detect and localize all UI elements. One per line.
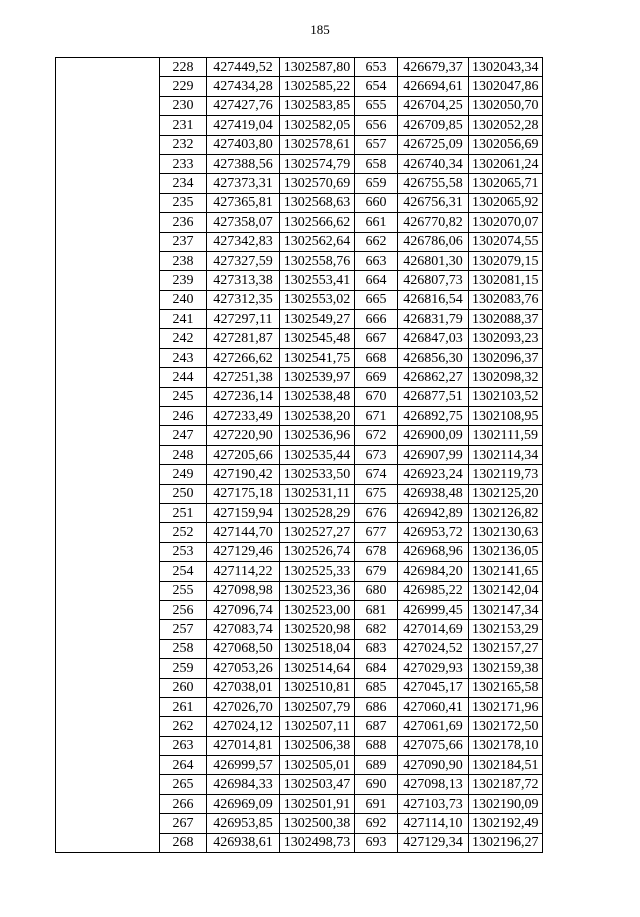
point-number-right: 660 bbox=[355, 193, 398, 212]
x-coordinate-left: 427342,83 bbox=[207, 232, 280, 251]
x-coordinate-right: 426999,45 bbox=[398, 600, 469, 619]
x-coordinate-right: 426725,09 bbox=[398, 135, 469, 154]
y-coordinate-left: 1302553,41 bbox=[280, 271, 355, 290]
x-coordinate-right: 427014,69 bbox=[398, 620, 469, 639]
y-coordinate-right: 1302157,27 bbox=[469, 639, 543, 658]
point-number-left: 267 bbox=[160, 814, 207, 833]
point-number-right: 655 bbox=[355, 96, 398, 115]
coordinates-table bbox=[55, 57, 543, 853]
x-coordinate-left: 427175,18 bbox=[207, 484, 280, 503]
y-coordinate-right: 1302130,63 bbox=[469, 523, 543, 542]
y-coordinate-right: 1302065,71 bbox=[469, 174, 543, 193]
x-coordinate-left: 427365,81 bbox=[207, 193, 280, 212]
x-coordinate-left: 427190,42 bbox=[207, 465, 280, 484]
point-number-right: 659 bbox=[355, 174, 398, 193]
y-coordinate-right: 1302136,05 bbox=[469, 542, 543, 561]
y-coordinate-left: 1302553,02 bbox=[280, 290, 355, 309]
point-number-right: 656 bbox=[355, 116, 398, 135]
x-coordinate-right: 426862,27 bbox=[398, 368, 469, 387]
point-number-left: 255 bbox=[160, 581, 207, 600]
x-coordinate-left: 427266,62 bbox=[207, 348, 280, 367]
y-coordinate-left: 1302523,00 bbox=[280, 600, 355, 619]
y-coordinate-right: 1302196,27 bbox=[469, 833, 543, 852]
x-coordinate-right: 427061,69 bbox=[398, 717, 469, 736]
y-coordinate-right: 1302190,09 bbox=[469, 794, 543, 813]
point-number-right: 693 bbox=[355, 833, 398, 852]
point-number-right: 679 bbox=[355, 562, 398, 581]
x-coordinate-left: 427114,22 bbox=[207, 562, 280, 581]
y-coordinate-right: 1302192,49 bbox=[469, 814, 543, 833]
x-coordinate-left: 427281,87 bbox=[207, 329, 280, 348]
point-number-left: 240 bbox=[160, 290, 207, 309]
y-coordinate-right: 1302079,15 bbox=[469, 251, 543, 270]
x-coordinate-left: 427449,52 bbox=[207, 58, 280, 77]
y-coordinate-right: 1302103,52 bbox=[469, 387, 543, 406]
y-coordinate-left: 1302566,62 bbox=[280, 213, 355, 232]
y-coordinate-right: 1302153,29 bbox=[469, 620, 543, 639]
x-coordinate-left: 427358,07 bbox=[207, 213, 280, 232]
point-number-right: 688 bbox=[355, 736, 398, 755]
x-coordinate-left: 427014,81 bbox=[207, 736, 280, 755]
x-coordinate-right: 426856,30 bbox=[398, 348, 469, 367]
x-coordinate-left: 427312,35 bbox=[207, 290, 280, 309]
y-coordinate-right: 1302088,37 bbox=[469, 310, 543, 329]
y-coordinate-left: 1302568,63 bbox=[280, 193, 355, 212]
x-coordinate-right: 426740,34 bbox=[398, 154, 469, 173]
y-coordinate-left: 1302505,01 bbox=[280, 756, 355, 775]
y-coordinate-left: 1302518,04 bbox=[280, 639, 355, 658]
y-coordinate-left: 1302574,79 bbox=[280, 154, 355, 173]
x-coordinate-left: 427403,80 bbox=[207, 135, 280, 154]
x-coordinate-right: 427090,90 bbox=[398, 756, 469, 775]
y-coordinate-right: 1302047,86 bbox=[469, 77, 543, 96]
point-number-left: 236 bbox=[160, 213, 207, 232]
x-coordinate-left: 427388,56 bbox=[207, 154, 280, 173]
point-number-left: 266 bbox=[160, 794, 207, 813]
y-coordinate-left: 1302507,11 bbox=[280, 717, 355, 736]
point-number-left: 229 bbox=[160, 77, 207, 96]
point-number-left: 228 bbox=[160, 58, 207, 77]
point-number-left: 247 bbox=[160, 426, 207, 445]
y-coordinate-left: 1302539,97 bbox=[280, 368, 355, 387]
y-coordinate-right: 1302178,10 bbox=[469, 736, 543, 755]
point-number-right: 663 bbox=[355, 251, 398, 270]
x-coordinate-left: 427129,46 bbox=[207, 542, 280, 561]
point-number-right: 686 bbox=[355, 697, 398, 716]
point-number-left: 265 bbox=[160, 775, 207, 794]
y-coordinate-right: 1302187,72 bbox=[469, 775, 543, 794]
y-coordinate-right: 1302052,28 bbox=[469, 116, 543, 135]
y-coordinate-left: 1302562,64 bbox=[280, 232, 355, 251]
point-number-right: 671 bbox=[355, 407, 398, 426]
y-coordinate-left: 1302523,36 bbox=[280, 581, 355, 600]
x-coordinate-left: 427053,26 bbox=[207, 659, 280, 678]
x-coordinate-left: 427427,76 bbox=[207, 96, 280, 115]
x-coordinate-right: 426770,82 bbox=[398, 213, 469, 232]
point-number-left: 259 bbox=[160, 659, 207, 678]
point-number-left: 237 bbox=[160, 232, 207, 251]
point-number-left: 263 bbox=[160, 736, 207, 755]
point-number-right: 672 bbox=[355, 426, 398, 445]
x-coordinate-left: 427327,59 bbox=[207, 251, 280, 270]
x-coordinate-right: 426985,22 bbox=[398, 581, 469, 600]
point-number-left: 256 bbox=[160, 600, 207, 619]
y-coordinate-right: 1302081,15 bbox=[469, 271, 543, 290]
x-coordinate-right: 427114,10 bbox=[398, 814, 469, 833]
x-coordinate-right: 427024,52 bbox=[398, 639, 469, 658]
x-coordinate-right: 426679,37 bbox=[398, 58, 469, 77]
point-number-right: 670 bbox=[355, 387, 398, 406]
empty-label-cell bbox=[56, 58, 160, 853]
x-coordinate-left: 427026,70 bbox=[207, 697, 280, 716]
y-coordinate-left: 1302535,44 bbox=[280, 445, 355, 464]
y-coordinate-left: 1302583,85 bbox=[280, 96, 355, 115]
y-coordinate-left: 1302531,11 bbox=[280, 484, 355, 503]
point-number-right: 678 bbox=[355, 542, 398, 561]
x-coordinate-left: 427233,49 bbox=[207, 407, 280, 426]
y-coordinate-right: 1302093,23 bbox=[469, 329, 543, 348]
x-coordinate-left: 427220,90 bbox=[207, 426, 280, 445]
y-coordinate-left: 1302501,91 bbox=[280, 794, 355, 813]
x-coordinate-left: 427236,14 bbox=[207, 387, 280, 406]
x-coordinate-right: 426831,79 bbox=[398, 310, 469, 329]
y-coordinate-left: 1302510,81 bbox=[280, 678, 355, 697]
x-coordinate-right: 427060,41 bbox=[398, 697, 469, 716]
point-number-left: 243 bbox=[160, 348, 207, 367]
x-coordinate-left: 426999,57 bbox=[207, 756, 280, 775]
x-coordinate-right: 427075,66 bbox=[398, 736, 469, 755]
point-number-left: 235 bbox=[160, 193, 207, 212]
x-coordinate-right: 426907,99 bbox=[398, 445, 469, 464]
point-number-right: 687 bbox=[355, 717, 398, 736]
point-number-right: 682 bbox=[355, 620, 398, 639]
x-coordinate-left: 427373,31 bbox=[207, 174, 280, 193]
x-coordinate-left: 427205,66 bbox=[207, 445, 280, 464]
y-coordinate-right: 1302141,65 bbox=[469, 562, 543, 581]
x-coordinate-left: 426969,09 bbox=[207, 794, 280, 813]
y-coordinate-left: 1302538,48 bbox=[280, 387, 355, 406]
y-coordinate-left: 1302528,29 bbox=[280, 503, 355, 522]
y-coordinate-right: 1302184,51 bbox=[469, 756, 543, 775]
y-coordinate-right: 1302114,34 bbox=[469, 445, 543, 464]
point-number-right: 657 bbox=[355, 135, 398, 154]
y-coordinate-right: 1302043,34 bbox=[469, 58, 543, 77]
y-coordinate-left: 1302506,38 bbox=[280, 736, 355, 755]
y-coordinate-right: 1302165,58 bbox=[469, 678, 543, 697]
point-number-right: 692 bbox=[355, 814, 398, 833]
point-number-left: 251 bbox=[160, 503, 207, 522]
y-coordinate-left: 1302514,64 bbox=[280, 659, 355, 678]
point-number-right: 667 bbox=[355, 329, 398, 348]
y-coordinate-right: 1302108,95 bbox=[469, 407, 543, 426]
x-coordinate-left: 427251,38 bbox=[207, 368, 280, 387]
x-coordinate-right: 426709,85 bbox=[398, 116, 469, 135]
y-coordinate-left: 1302526,74 bbox=[280, 542, 355, 561]
x-coordinate-right: 426756,31 bbox=[398, 193, 469, 212]
point-number-left: 254 bbox=[160, 562, 207, 581]
point-number-left: 234 bbox=[160, 174, 207, 193]
y-coordinate-left: 1302545,48 bbox=[280, 329, 355, 348]
y-coordinate-right: 1302126,82 bbox=[469, 503, 543, 522]
y-coordinate-right: 1302119,73 bbox=[469, 465, 543, 484]
point-number-left: 245 bbox=[160, 387, 207, 406]
point-number-left: 262 bbox=[160, 717, 207, 736]
x-coordinate-left: 427038,01 bbox=[207, 678, 280, 697]
x-coordinate-left: 427083,74 bbox=[207, 620, 280, 639]
y-coordinate-left: 1302507,79 bbox=[280, 697, 355, 716]
y-coordinate-right: 1302074,55 bbox=[469, 232, 543, 251]
x-coordinate-right: 426968,96 bbox=[398, 542, 469, 561]
y-coordinate-left: 1302549,27 bbox=[280, 310, 355, 329]
y-coordinate-right: 1302098,32 bbox=[469, 368, 543, 387]
point-number-right: 684 bbox=[355, 659, 398, 678]
point-number-left: 242 bbox=[160, 329, 207, 348]
y-coordinate-left: 1302500,38 bbox=[280, 814, 355, 833]
x-coordinate-right: 427129,34 bbox=[398, 833, 469, 852]
x-coordinate-right: 426807,73 bbox=[398, 271, 469, 290]
y-coordinate-left: 1302587,80 bbox=[280, 58, 355, 77]
y-coordinate-right: 1302111,59 bbox=[469, 426, 543, 445]
y-coordinate-left: 1302527,27 bbox=[280, 523, 355, 542]
x-coordinate-right: 426704,25 bbox=[398, 96, 469, 115]
point-number-right: 680 bbox=[355, 581, 398, 600]
point-number-right: 669 bbox=[355, 368, 398, 387]
point-number-left: 233 bbox=[160, 154, 207, 173]
point-number-left: 260 bbox=[160, 678, 207, 697]
point-number-right: 676 bbox=[355, 503, 398, 522]
x-coordinate-right: 426938,48 bbox=[398, 484, 469, 503]
point-number-left: 231 bbox=[160, 116, 207, 135]
y-coordinate-right: 1302061,24 bbox=[469, 154, 543, 173]
point-number-left: 253 bbox=[160, 542, 207, 561]
point-number-right: 674 bbox=[355, 465, 398, 484]
y-coordinate-left: 1302538,20 bbox=[280, 407, 355, 426]
x-coordinate-left: 427068,50 bbox=[207, 639, 280, 658]
point-number-left: 232 bbox=[160, 135, 207, 154]
point-number-left: 246 bbox=[160, 407, 207, 426]
point-number-right: 658 bbox=[355, 154, 398, 173]
page-number: 185 bbox=[310, 22, 330, 37]
x-coordinate-right: 426877,51 bbox=[398, 387, 469, 406]
point-number-right: 654 bbox=[355, 77, 398, 96]
x-coordinate-right: 427045,17 bbox=[398, 678, 469, 697]
y-coordinate-left: 1302533,50 bbox=[280, 465, 355, 484]
x-coordinate-right: 426984,20 bbox=[398, 562, 469, 581]
point-number-left: 258 bbox=[160, 639, 207, 658]
x-coordinate-right: 426786,06 bbox=[398, 232, 469, 251]
x-coordinate-left: 427096,74 bbox=[207, 600, 280, 619]
x-coordinate-right: 426923,24 bbox=[398, 465, 469, 484]
point-number-right: 664 bbox=[355, 271, 398, 290]
x-coordinate-left: 426953,85 bbox=[207, 814, 280, 833]
point-number-right: 690 bbox=[355, 775, 398, 794]
point-number-left: 257 bbox=[160, 620, 207, 639]
y-coordinate-left: 1302520,98 bbox=[280, 620, 355, 639]
point-number-left: 239 bbox=[160, 271, 207, 290]
y-coordinate-right: 1302142,04 bbox=[469, 581, 543, 600]
point-number-right: 691 bbox=[355, 794, 398, 813]
y-coordinate-right: 1302159,38 bbox=[469, 659, 543, 678]
x-coordinate-left: 426984,33 bbox=[207, 775, 280, 794]
x-coordinate-left: 427434,28 bbox=[207, 77, 280, 96]
point-number-right: 673 bbox=[355, 445, 398, 464]
y-coordinate-left: 1302582,05 bbox=[280, 116, 355, 135]
point-number-right: 666 bbox=[355, 310, 398, 329]
y-coordinate-right: 1302050,70 bbox=[469, 96, 543, 115]
y-coordinate-left: 1302585,22 bbox=[280, 77, 355, 96]
point-number-left: 249 bbox=[160, 465, 207, 484]
point-number-left: 238 bbox=[160, 251, 207, 270]
y-coordinate-right: 1302171,96 bbox=[469, 697, 543, 716]
point-number-left: 248 bbox=[160, 445, 207, 464]
y-coordinate-right: 1302056,69 bbox=[469, 135, 543, 154]
x-coordinate-right: 426801,30 bbox=[398, 251, 469, 270]
point-number-left: 230 bbox=[160, 96, 207, 115]
y-coordinate-right: 1302172,50 bbox=[469, 717, 543, 736]
point-number-left: 244 bbox=[160, 368, 207, 387]
point-number-left: 268 bbox=[160, 833, 207, 852]
y-coordinate-right: 1302083,76 bbox=[469, 290, 543, 309]
y-coordinate-left: 1302503,47 bbox=[280, 775, 355, 794]
x-coordinate-right: 426847,03 bbox=[398, 329, 469, 348]
x-coordinate-left: 427419,04 bbox=[207, 116, 280, 135]
point-number-right: 661 bbox=[355, 213, 398, 232]
x-coordinate-left: 427024,12 bbox=[207, 717, 280, 736]
x-coordinate-right: 426755,58 bbox=[398, 174, 469, 193]
y-coordinate-right: 1302065,92 bbox=[469, 193, 543, 212]
point-number-right: 653 bbox=[355, 58, 398, 77]
point-number-left: 250 bbox=[160, 484, 207, 503]
x-coordinate-right: 426694,61 bbox=[398, 77, 469, 96]
x-coordinate-left: 427313,38 bbox=[207, 271, 280, 290]
x-coordinate-right: 426953,72 bbox=[398, 523, 469, 542]
point-number-right: 675 bbox=[355, 484, 398, 503]
x-coordinate-right: 427098,13 bbox=[398, 775, 469, 794]
point-number-right: 689 bbox=[355, 756, 398, 775]
point-number-right: 662 bbox=[355, 232, 398, 251]
point-number-right: 685 bbox=[355, 678, 398, 697]
x-coordinate-left: 426938,61 bbox=[207, 833, 280, 852]
table-row bbox=[56, 58, 543, 77]
point-number-left: 252 bbox=[160, 523, 207, 542]
x-coordinate-left: 427098,98 bbox=[207, 581, 280, 600]
x-coordinate-left: 427297,11 bbox=[207, 310, 280, 329]
y-coordinate-right: 1302125,20 bbox=[469, 484, 543, 503]
x-coordinate-left: 427144,70 bbox=[207, 523, 280, 542]
x-coordinate-right: 427103,73 bbox=[398, 794, 469, 813]
point-number-left: 241 bbox=[160, 310, 207, 329]
x-coordinate-right: 426900,09 bbox=[398, 426, 469, 445]
point-number-right: 665 bbox=[355, 290, 398, 309]
x-coordinate-left: 427159,94 bbox=[207, 503, 280, 522]
y-coordinate-left: 1302578,61 bbox=[280, 135, 355, 154]
y-coordinate-left: 1302541,75 bbox=[280, 348, 355, 367]
y-coordinate-right: 1302070,07 bbox=[469, 213, 543, 232]
point-number-left: 261 bbox=[160, 697, 207, 716]
y-coordinate-left: 1302525,33 bbox=[280, 562, 355, 581]
point-number-left: 264 bbox=[160, 756, 207, 775]
y-coordinate-left: 1302536,96 bbox=[280, 426, 355, 445]
point-number-right: 681 bbox=[355, 600, 398, 619]
y-coordinate-left: 1302570,69 bbox=[280, 174, 355, 193]
x-coordinate-right: 427029,93 bbox=[398, 659, 469, 678]
y-coordinate-left: 1302498,73 bbox=[280, 833, 355, 852]
point-number-right: 683 bbox=[355, 639, 398, 658]
point-number-right: 668 bbox=[355, 348, 398, 367]
x-coordinate-right: 426816,54 bbox=[398, 290, 469, 309]
y-coordinate-left: 1302558,76 bbox=[280, 251, 355, 270]
x-coordinate-right: 426892,75 bbox=[398, 407, 469, 426]
point-number-right: 677 bbox=[355, 523, 398, 542]
y-coordinate-right: 1302096,37 bbox=[469, 348, 543, 367]
x-coordinate-right: 426942,89 bbox=[398, 503, 469, 522]
y-coordinate-right: 1302147,34 bbox=[469, 600, 543, 619]
